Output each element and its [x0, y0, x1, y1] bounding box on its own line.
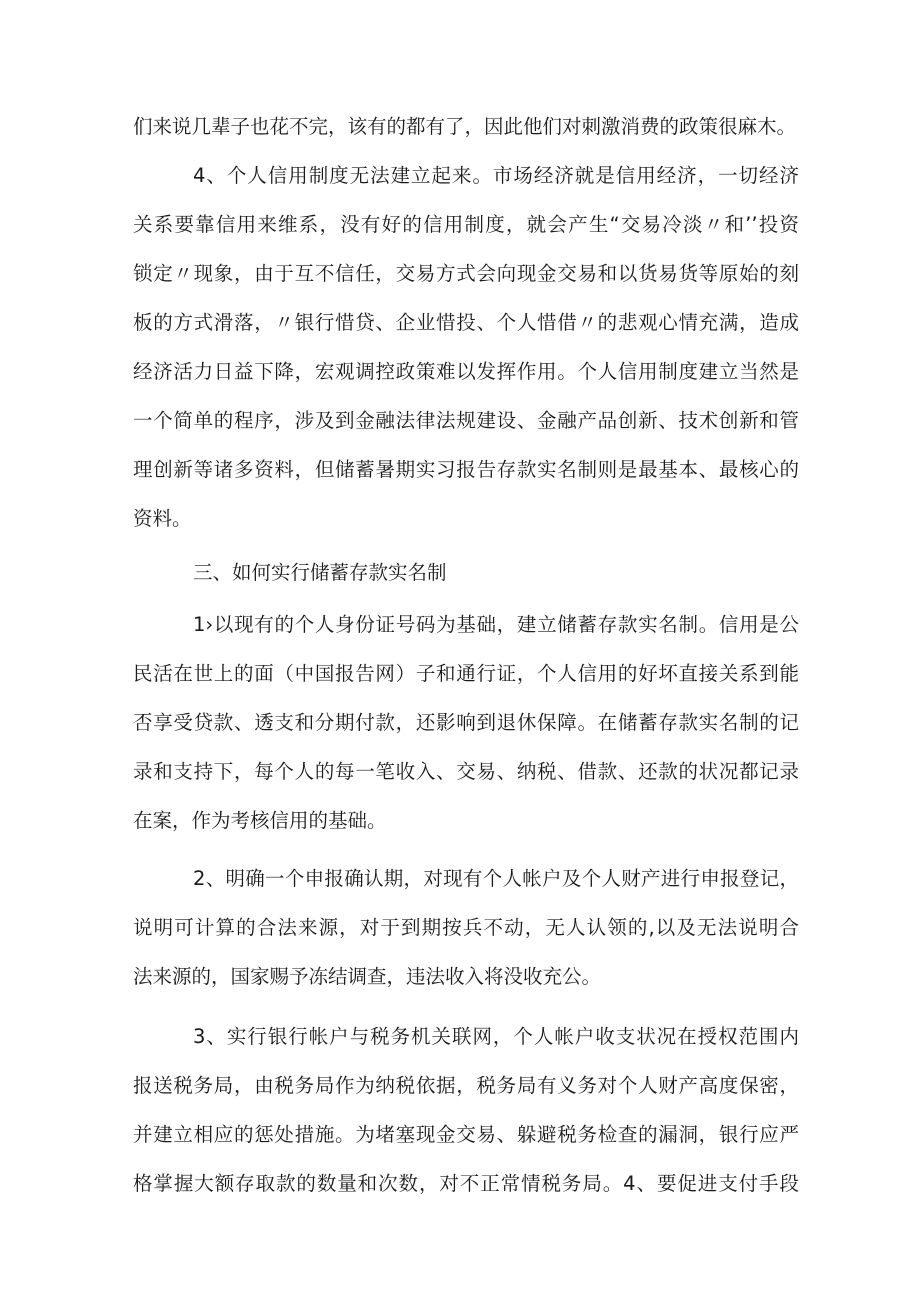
text-line: 格掌握大额存取款的数量和次数，对不正常情税务局。4、要促进支付手段	[133, 1172, 799, 1195]
text-line: 在案，作为考核信用的基础。	[133, 809, 387, 832]
text-line: 1›以现有的个人身份证号码为基础，建立储蓄存款实名制。信用是公	[193, 613, 799, 636]
text-line: 法来源的，国家赐予冻结调查，违法收入将没收充公。	[133, 965, 602, 988]
paragraph-bank-tax-network	[133, 1022, 799, 1198]
section-heading	[133, 558, 799, 587]
text-line: 资料。	[133, 507, 192, 530]
text-line: 报送税务局，由税务局作为纳税依据，税务局有义务对个人财产高度保密，	[133, 1074, 799, 1097]
text-line: 一个简单的程序，涉及到金融法律法规建设、金融产品创新、技术创新和管	[133, 409, 799, 432]
text-line: 否享受贷款、透支和分期付款，还影响到退休保障。在储蓄存款实名制的记	[133, 711, 799, 734]
paragraph-id-number	[133, 610, 799, 835]
text-line: 们来说几辈子也花不完，该有的都有了，因此他们对刺激消费的政策很麻木。	[133, 115, 797, 138]
document-body	[133, 112, 799, 1198]
paragraph-declaration-period	[133, 864, 799, 991]
heading-line: 三、如何实行储蓄存款实名制	[193, 561, 447, 584]
text-line: 4、个人信用制度无法建立起来。市场经济就是信用经济，一切经济	[193, 164, 799, 187]
text-line: 锁定〃现象，由于互不信任，交易方式会向现金交易和以货易货等原始的刻	[133, 262, 799, 285]
text-line: 2、明确一个申报确认期，对现有个人帐户及个人财产进行申报登记，	[193, 867, 799, 890]
paragraph-credit-system	[133, 161, 799, 533]
text-line: 3、实行银行帐户与税务机关联网，个人帐户收支状况在授权范围内	[193, 1025, 799, 1048]
text-line: 理创新等诸多资料，但储蓄暑期实习报告存款实名制则是最基本、最核心的	[133, 458, 799, 481]
paragraph-continuation	[133, 112, 799, 141]
text-line: 民活在世上的面（中国报告网）子和通行证，个人信用的好坏直接关系到能	[133, 662, 799, 685]
text-line: 关系要靠信用来维系，没有好的信用制度，就会产生“交易冷淡〃和’’投资	[133, 213, 799, 236]
text-line: 录和支持下，每个人的每一笔收入、交易、纳税、借款、还款的状况都记录	[133, 760, 799, 783]
text-line: 说明可计算的合法来源，对于到期按兵不动，无人认领的,以及无法说明合	[133, 916, 799, 939]
text-line: 并建立相应的惩处措施。为堵塞现金交易、躲避税务检查的漏洞，银行应严	[133, 1123, 799, 1146]
text-line: 经济活力日益下降，宏观调控政策难以发挥作用。个人信用制度建立当然是	[133, 360, 799, 383]
text-line: 板的方式滑落，〃银行惜贷、企业惜投、个人惜借〃的悲观心情充满，造成	[133, 311, 799, 334]
